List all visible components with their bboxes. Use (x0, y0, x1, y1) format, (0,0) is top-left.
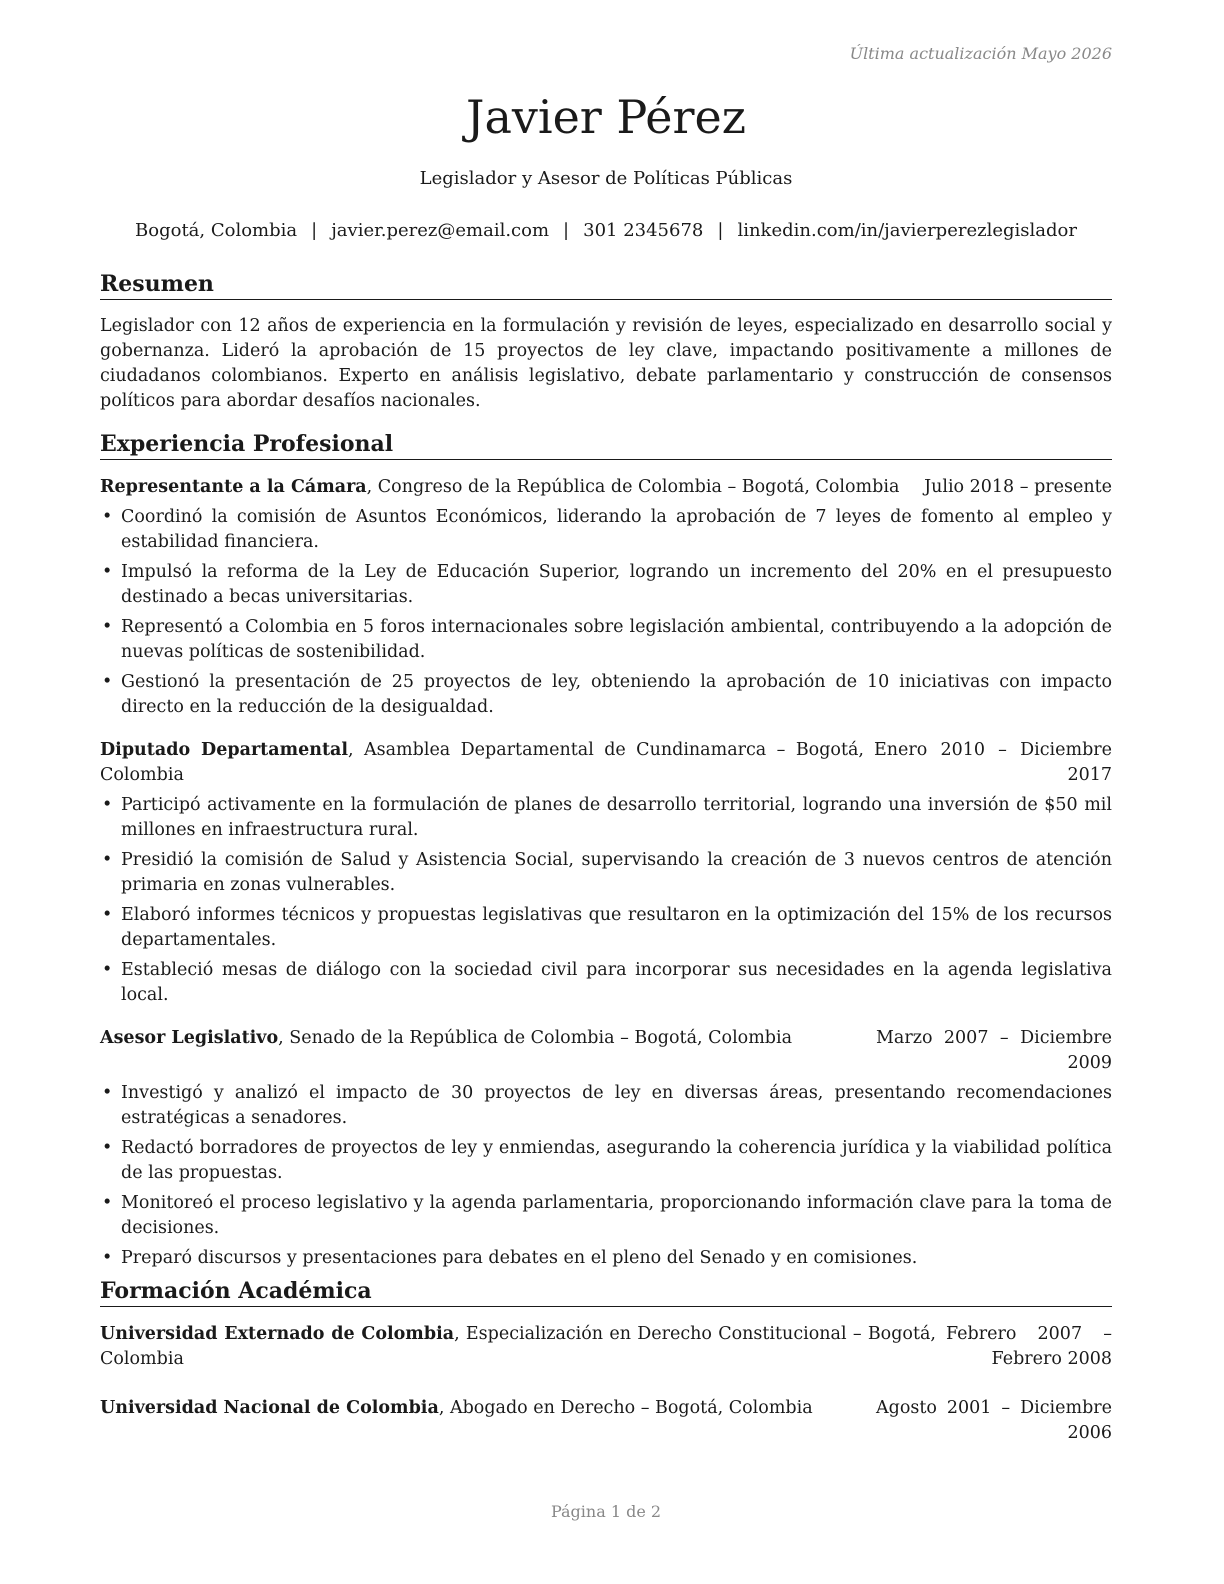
section-title-summary: Resumen (100, 270, 1112, 300)
education-entry (100, 1322, 1112, 1372)
contact-location: Bogotá, Colombia (135, 220, 298, 241)
contact-phone: 301 2345678 (583, 220, 704, 241)
job-bullet: • Monitoreó el proceso legislativo y la agenda parlamentaria, proporcionando información clave para la toma de decisiones. (100, 1191, 1112, 1241)
job-header (100, 475, 1112, 500)
summary-text: Legislador con 12 años de experiencia en la formulación y revisión de leyes, especializado en desarrollo social y gobernanza. Lideró la aprobación de 15 proyectos de ley clave, impactando positivamente a millones de ciudadanos colombianos. Experto en análisis legislativo, debate parlamentario y construcción de consensos políticos para abordar desafíos nacionales. (100, 316, 1112, 411)
job-organization: , Senado de la República de Colombia – Bogotá, Colombia (278, 1028, 793, 1048)
section-title-education: Formación Académica (100, 1277, 1112, 1307)
job-entry (100, 738, 1112, 1008)
summary-section (100, 270, 1112, 414)
education-header (100, 1396, 1112, 1446)
contact-separator: | (717, 220, 724, 241)
contact-separator: | (563, 220, 570, 241)
job-bullet: • Investigó y analizó el impacto de 30 proyectos de ley en diversas áreas, presentando recomendaciones estratégicas a senadores. (100, 1081, 1112, 1131)
candidate-headline: Legislador y Asesor de Políticas Públicas (419, 168, 793, 189)
candidate-name: Javier Pérez (466, 90, 746, 144)
job-bullet: • Elaboró informes técnicos y propuestas legislativas que resultaron en la optimización del 15% de los recursos departamentales. (100, 903, 1112, 953)
education-degree: , Especialización en Derecho Constitucional – Bogotá, Colombia (100, 1324, 936, 1369)
education-degree: , Abogado en Derecho – Bogotá, Colombia (438, 1398, 813, 1418)
education-school: Universidad Externado de Colombia (100, 1324, 455, 1344)
job-bullet: • Presidió la comisión de Salud y Asistencia Social, supervisando la creación de 3 nuevos centros de atención primaria en zonas vulnerables. (100, 848, 1112, 898)
education-dates: Febrero 2007 – Febrero 2008 (946, 1324, 1112, 1369)
job-bullet: • Participó activamente en la formulación de planes de desarrollo territorial, logrando una inversión de $50 mil millones en infraestructura rural. (100, 793, 1112, 843)
section-title-experience: Experiencia Profesional (100, 430, 1112, 460)
job-dates: Julio 2018 – presente (924, 477, 1112, 497)
job-dates: Enero 2010 – Diciembre 2017 (874, 740, 1112, 785)
education-school: Universidad Nacional de Colombia (100, 1398, 439, 1418)
job-bullet: • Gestionó la presentación de 25 proyectos de ley, obteniendo la aprobación de 10 iniciativas con impacto directo en la reducción de la desigualdad. (100, 670, 1112, 720)
job-header (100, 1026, 1112, 1076)
job-header (100, 738, 1112, 788)
education-entry (100, 1396, 1112, 1446)
contact-email[interactable]: javier.perez@email.com (331, 220, 550, 241)
contact-linkedin[interactable]: linkedin.com/in/javierperezlegislador (737, 220, 1077, 241)
job-bullet: • Preparó discursos y presentaciones para debates en el pleno del Senado y en comisiones. (100, 1246, 1112, 1271)
job-role: Diputado Departamental (100, 740, 349, 760)
job-bullet: • Representó a Colombia en 5 foros internacionales sobre legislación ambiental, contribuyendo a la adopción de nuevas políticas de sostenibilidad. (100, 615, 1112, 665)
last-updated: Última actualización Mayo 2026 (849, 44, 1112, 63)
job-bullets (100, 793, 1112, 1008)
resume-page (100, 0, 1112, 1584)
contact-line (100, 220, 1112, 241)
job-bullets (100, 1081, 1112, 1271)
job-entry (100, 1026, 1112, 1271)
job-bullet: • Coordinó la comisión de Asuntos Económicos, liderando la aprobación de 7 leyes de fomento al empleo y estabilidad financiera. (100, 505, 1112, 555)
job-bullet: • Estableció mesas de diálogo con la sociedad civil para incorporar sus necesidades en la agenda legislativa local. (100, 958, 1112, 1008)
job-bullet: • Impulsó la reforma de la Ley de Educación Superior, logrando un incremento del 20% en el presupuesto destinado a becas universitarias. (100, 560, 1112, 610)
job-organization: , Asamblea Departamental de Cundinamarca – Bogotá, Colombia (100, 740, 864, 785)
page-number: Página 1 de 2 (550, 1502, 662, 1521)
job-entry (100, 475, 1112, 720)
education-header (100, 1322, 1112, 1372)
job-organization: , Congreso de la República de Colombia – Bogotá, Colombia (366, 477, 900, 497)
job-role: Asesor Legislativo (100, 1028, 279, 1048)
job-role: Representante a la Cámara (100, 477, 367, 497)
job-bullet: • Redactó borradores de proyectos de ley y enmiendas, asegurando la coherencia jurídica y la viabilidad política de las propuestas. (100, 1136, 1112, 1186)
experience-section (100, 430, 1112, 1276)
contact-separator: | (311, 220, 318, 241)
education-dates: Agosto 2001 – Diciembre 2006 (876, 1398, 1112, 1443)
job-bullets (100, 505, 1112, 720)
job-dates: Marzo 2007 – Diciembre 2009 (876, 1028, 1112, 1073)
education-section (100, 1277, 1112, 1446)
